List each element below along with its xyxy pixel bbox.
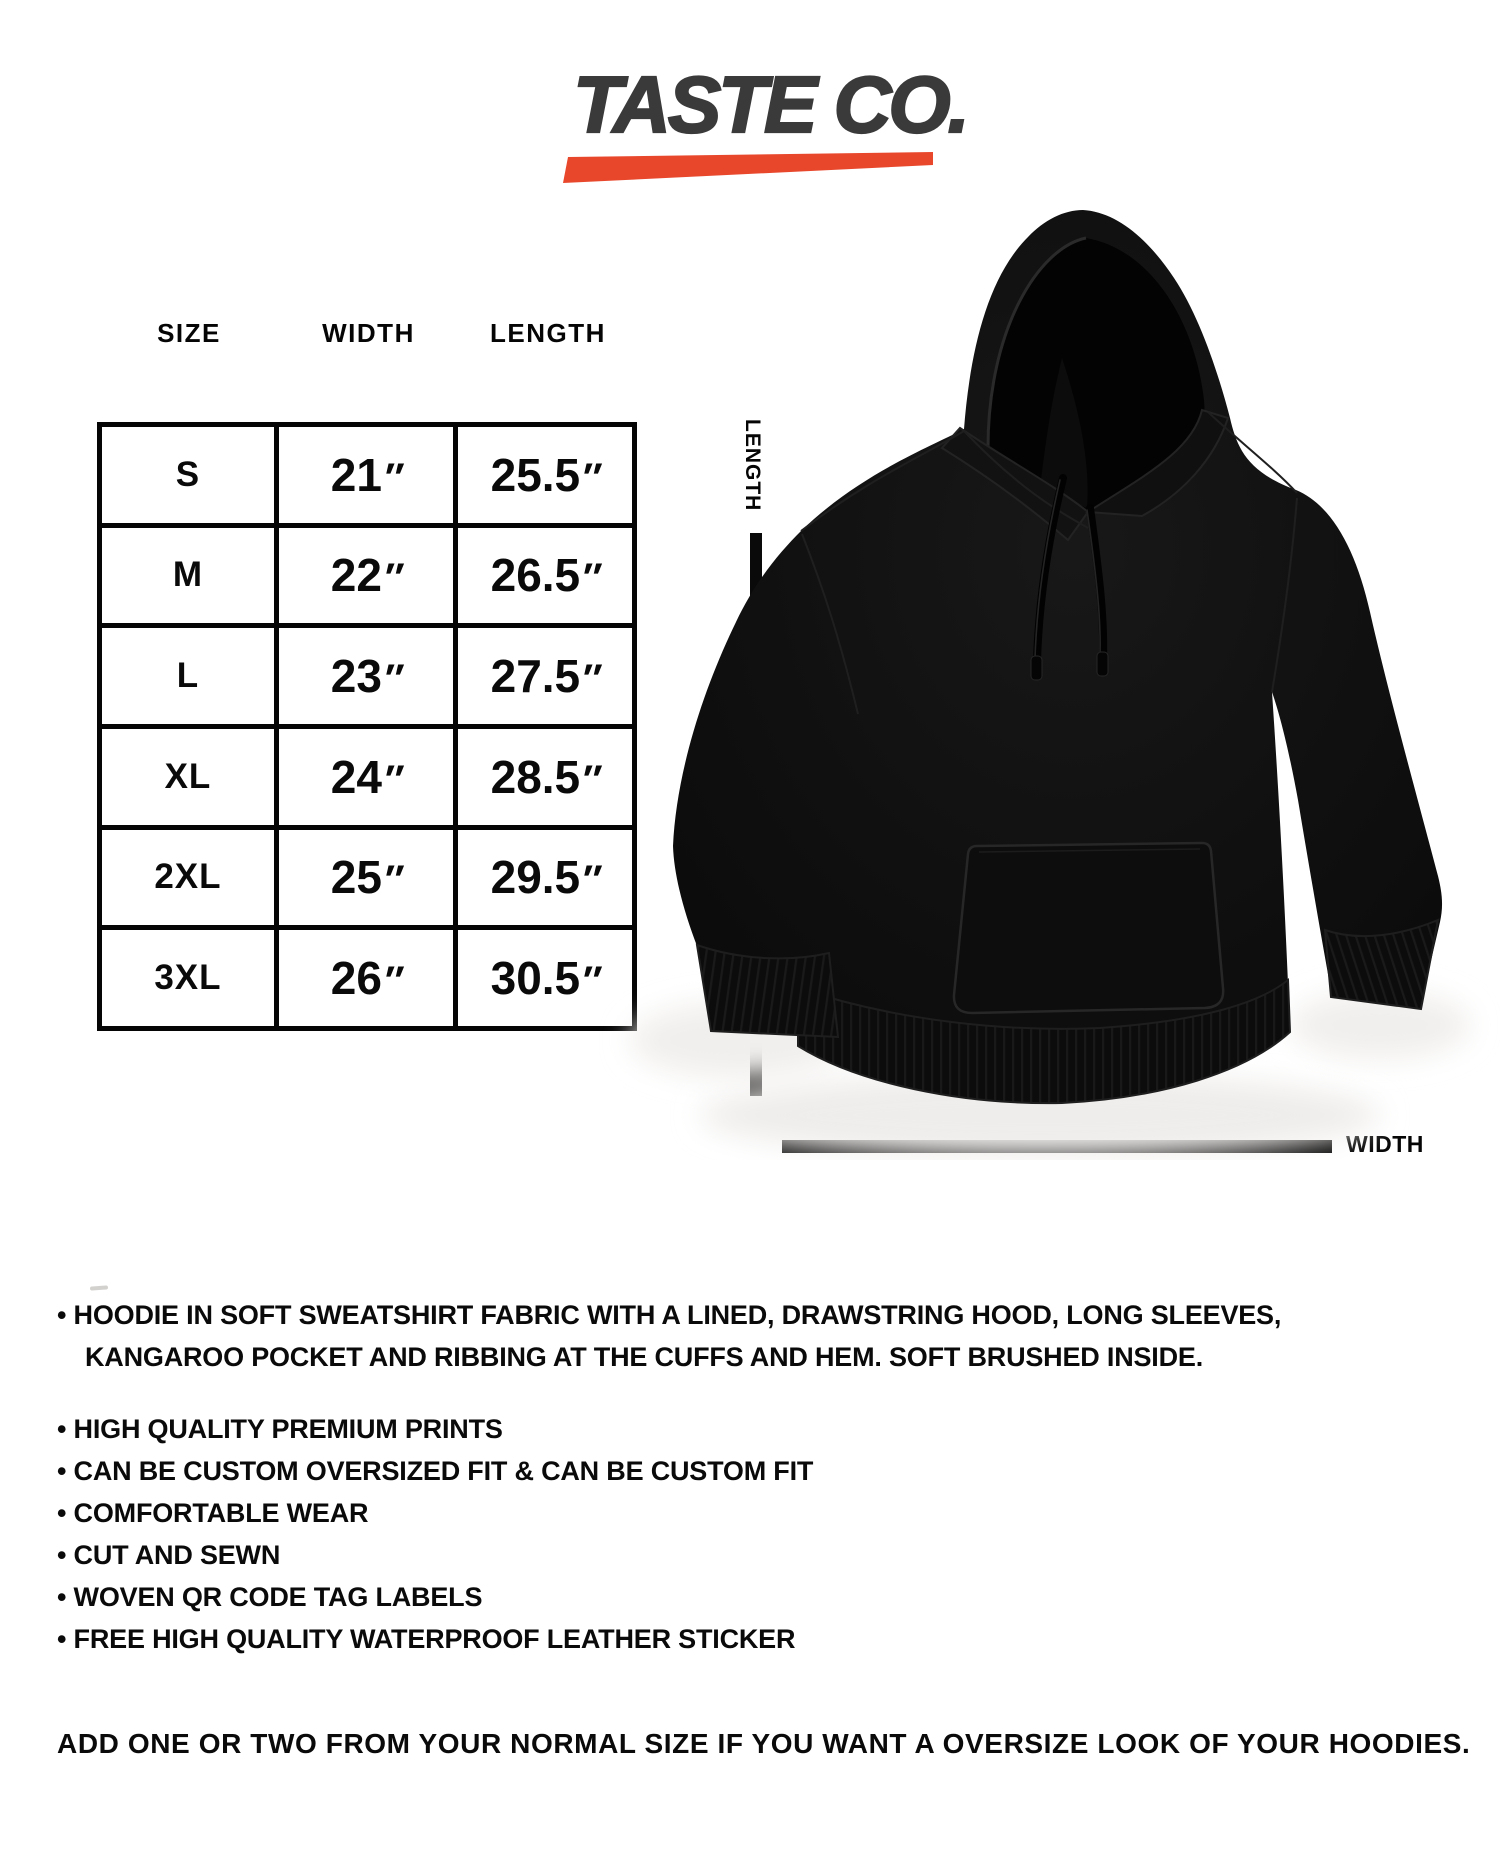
width-value: 26 bbox=[330, 952, 382, 1005]
feature-custom-fit: • CAN BE CUSTOM OVERSIZED FIT & CAN BE CUSTOM FIT bbox=[57, 1456, 814, 1486]
width-value: 21 bbox=[330, 448, 382, 501]
photo-artifact-mark bbox=[90, 1285, 108, 1290]
length-value: 27.5 bbox=[490, 650, 581, 703]
size-cell: L bbox=[100, 626, 277, 727]
width-cell bbox=[276, 928, 455, 1029]
size-cell: 2XL bbox=[100, 827, 277, 928]
kangaroo-pocket bbox=[954, 843, 1223, 1013]
size-cell: M bbox=[100, 525, 277, 626]
length-value: 29.5 bbox=[490, 851, 581, 904]
inch-mark: ″ bbox=[379, 556, 404, 601]
width-value: 22 bbox=[330, 549, 382, 602]
column-header-length: LENGTH bbox=[490, 318, 606, 348]
feature-hoodie-fabric-line1: • HOODIE IN SOFT SWEATSHIRT FABRIC WITH A LINED, DRAWSTRING HOOD, LONG SLEEVES, bbox=[57, 1300, 1282, 1330]
size-cell: S bbox=[100, 425, 277, 526]
length-value: 28.5 bbox=[490, 750, 581, 803]
size-cell: XL bbox=[100, 726, 277, 827]
feature-cut-and-sewn: • CUT AND SEWN bbox=[57, 1540, 281, 1570]
width-cell bbox=[276, 525, 455, 626]
width-value: 24 bbox=[330, 750, 382, 803]
inch-mark: ″ bbox=[577, 556, 602, 601]
width-cell bbox=[276, 827, 455, 928]
width-cell bbox=[276, 626, 455, 727]
width-value: 25 bbox=[330, 851, 382, 904]
inch-mark: ″ bbox=[379, 657, 404, 702]
width-cell bbox=[276, 425, 455, 526]
inch-mark: ″ bbox=[577, 455, 602, 500]
length-value: 30.5 bbox=[490, 952, 581, 1005]
length-value: 26.5 bbox=[490, 549, 581, 602]
inch-mark: ″ bbox=[379, 757, 404, 802]
width-cell bbox=[276, 726, 455, 827]
feature-leather-sticker: • FREE HIGH QUALITY WATERPROOF LEATHER STICKER bbox=[57, 1624, 796, 1654]
length-value: 25.5 bbox=[490, 448, 581, 501]
column-header-size: SIZE bbox=[157, 318, 221, 348]
length-measure-label: LENGTH bbox=[741, 419, 764, 512]
inch-mark: ″ bbox=[577, 858, 602, 903]
inch-mark: ″ bbox=[379, 959, 404, 1004]
inch-mark: ″ bbox=[577, 757, 602, 802]
hoodie-product-image bbox=[540, 160, 1500, 1160]
inch-mark: ″ bbox=[577, 657, 602, 702]
left-cuff-ribbing bbox=[697, 945, 838, 1037]
inch-mark: ″ bbox=[577, 959, 602, 1004]
width-value: 23 bbox=[330, 650, 382, 703]
feature-qr-tag-labels: • WOVEN QR CODE TAG LABELS bbox=[57, 1582, 483, 1612]
size-cell: 3XL bbox=[100, 928, 277, 1029]
width-measure-label: WIDTH bbox=[1346, 1131, 1424, 1157]
brand-logo-text: TASTE CO. bbox=[573, 60, 967, 149]
column-header-width: WIDTH bbox=[322, 318, 415, 348]
inch-mark: ″ bbox=[379, 455, 404, 500]
inch-mark: ″ bbox=[379, 858, 404, 903]
feature-comfortable: • COMFORTABLE WEAR bbox=[57, 1498, 369, 1528]
oversize-note: ADD ONE OR TWO FROM YOUR NORMAL SIZE IF YOU WANT A OVERSIZE LOOK OF YOUR HOODIES. bbox=[57, 1728, 1471, 1759]
feature-hoodie-fabric-line2: KANGAROO POCKET AND RIBBING AT THE CUFFS AND HEM. SOFT BRUSHED INSIDE. bbox=[85, 1342, 1204, 1372]
feature-premium-prints: • HIGH QUALITY PREMIUM PRINTS bbox=[57, 1414, 503, 1444]
